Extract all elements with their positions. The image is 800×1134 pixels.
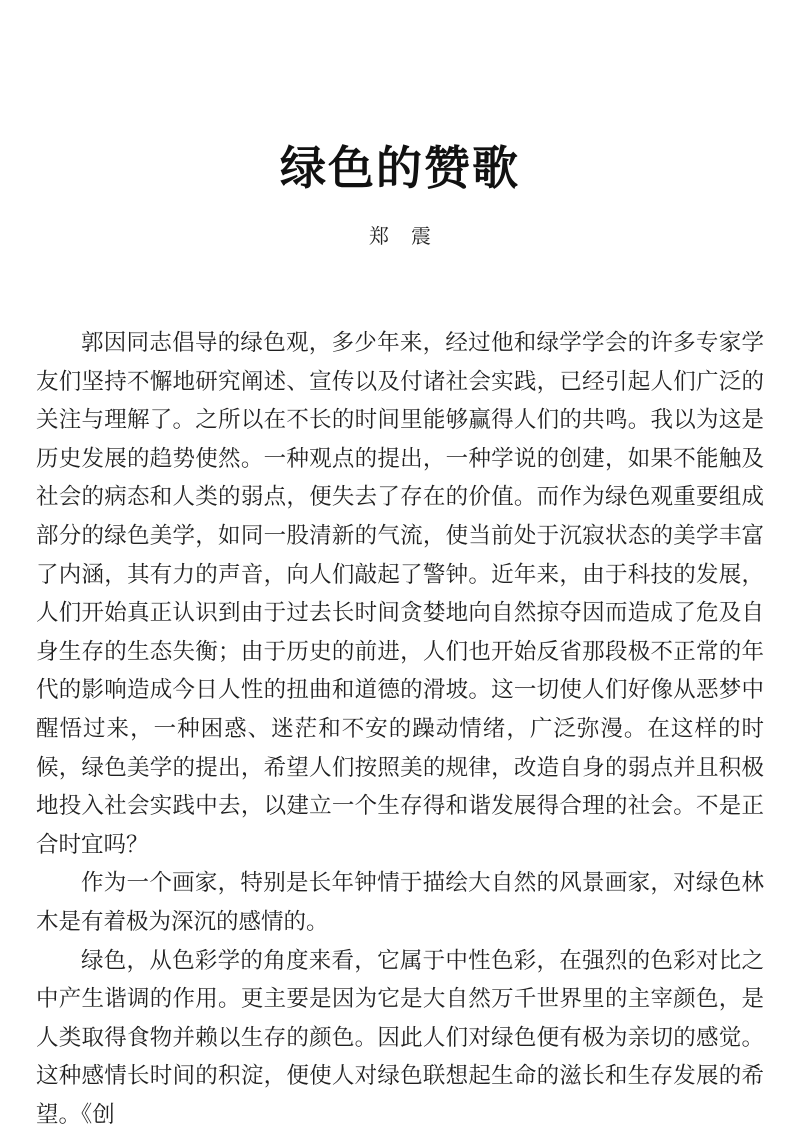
- author-name: 郑震: [0, 222, 800, 250]
- paragraph: 绿色，从色彩学的角度来看，它属于中性色彩，在强烈的色彩对比之中产生谐调的作用。更主要是因为它是大自然万千世界里的主宰颜色，是人类取得食物并赖以生存的颜色。因此人们对绿色便有极为亲切的感觉。这种感情长时间的积淀，便使人对绿色联想起生命的滋长和生存发展的希望。《创: [36, 942, 764, 1134]
- paragraph: 郭因同志倡导的绿色观，多少年来，经过他和绿学学会的许多专家学友们坚持不懈地研究阐述、宣传以及付诸社会实践，已经引起人们广泛的关注与理解了。之所以在不长的时间里能够赢得人们的共鸣。我以为这是历史发展的趋势使然。一种观点的提出，一种学说的创建，如果不能触及社会的病态和人类的弱点，便失去了存在的价值。而作为绿色观重要组成部分的绿色美学，如同一股清新的气流，使当前处于沉寂状态的美学丰富了内涵，其有力的声音，向人们敲起了警钟。近年来，由于科技的发展，人们开始真正认识到由于过去长时间贪婪地向自然掠夺因而造成了危及自身生存的生态失衡；由于历史的前进，人们也开始反省那段极不正常的年代的影响造成今日人性的扭曲和道德的滑坡。这一切使人们好像从恶梦中醒悟过来，一种困惑、迷茫和不安的躁动情绪，广泛弥漫。在这样的时候，绿色美学的提出，希望人们按照美的规律，改造自身的弱点并且积极地投入社会实践中去，以建立一个生存得和谐发展得合理的社会。不是正合时宜吗？: [36, 324, 764, 864]
- article-body: [36, 324, 764, 1134]
- article-title: 绿色的赞歌: [0, 140, 800, 196]
- paragraph: 作为一个画家，特别是长年钟情于描绘大自然的风景画家，对绿色林木是有着极为深沉的感情的。: [36, 864, 764, 941]
